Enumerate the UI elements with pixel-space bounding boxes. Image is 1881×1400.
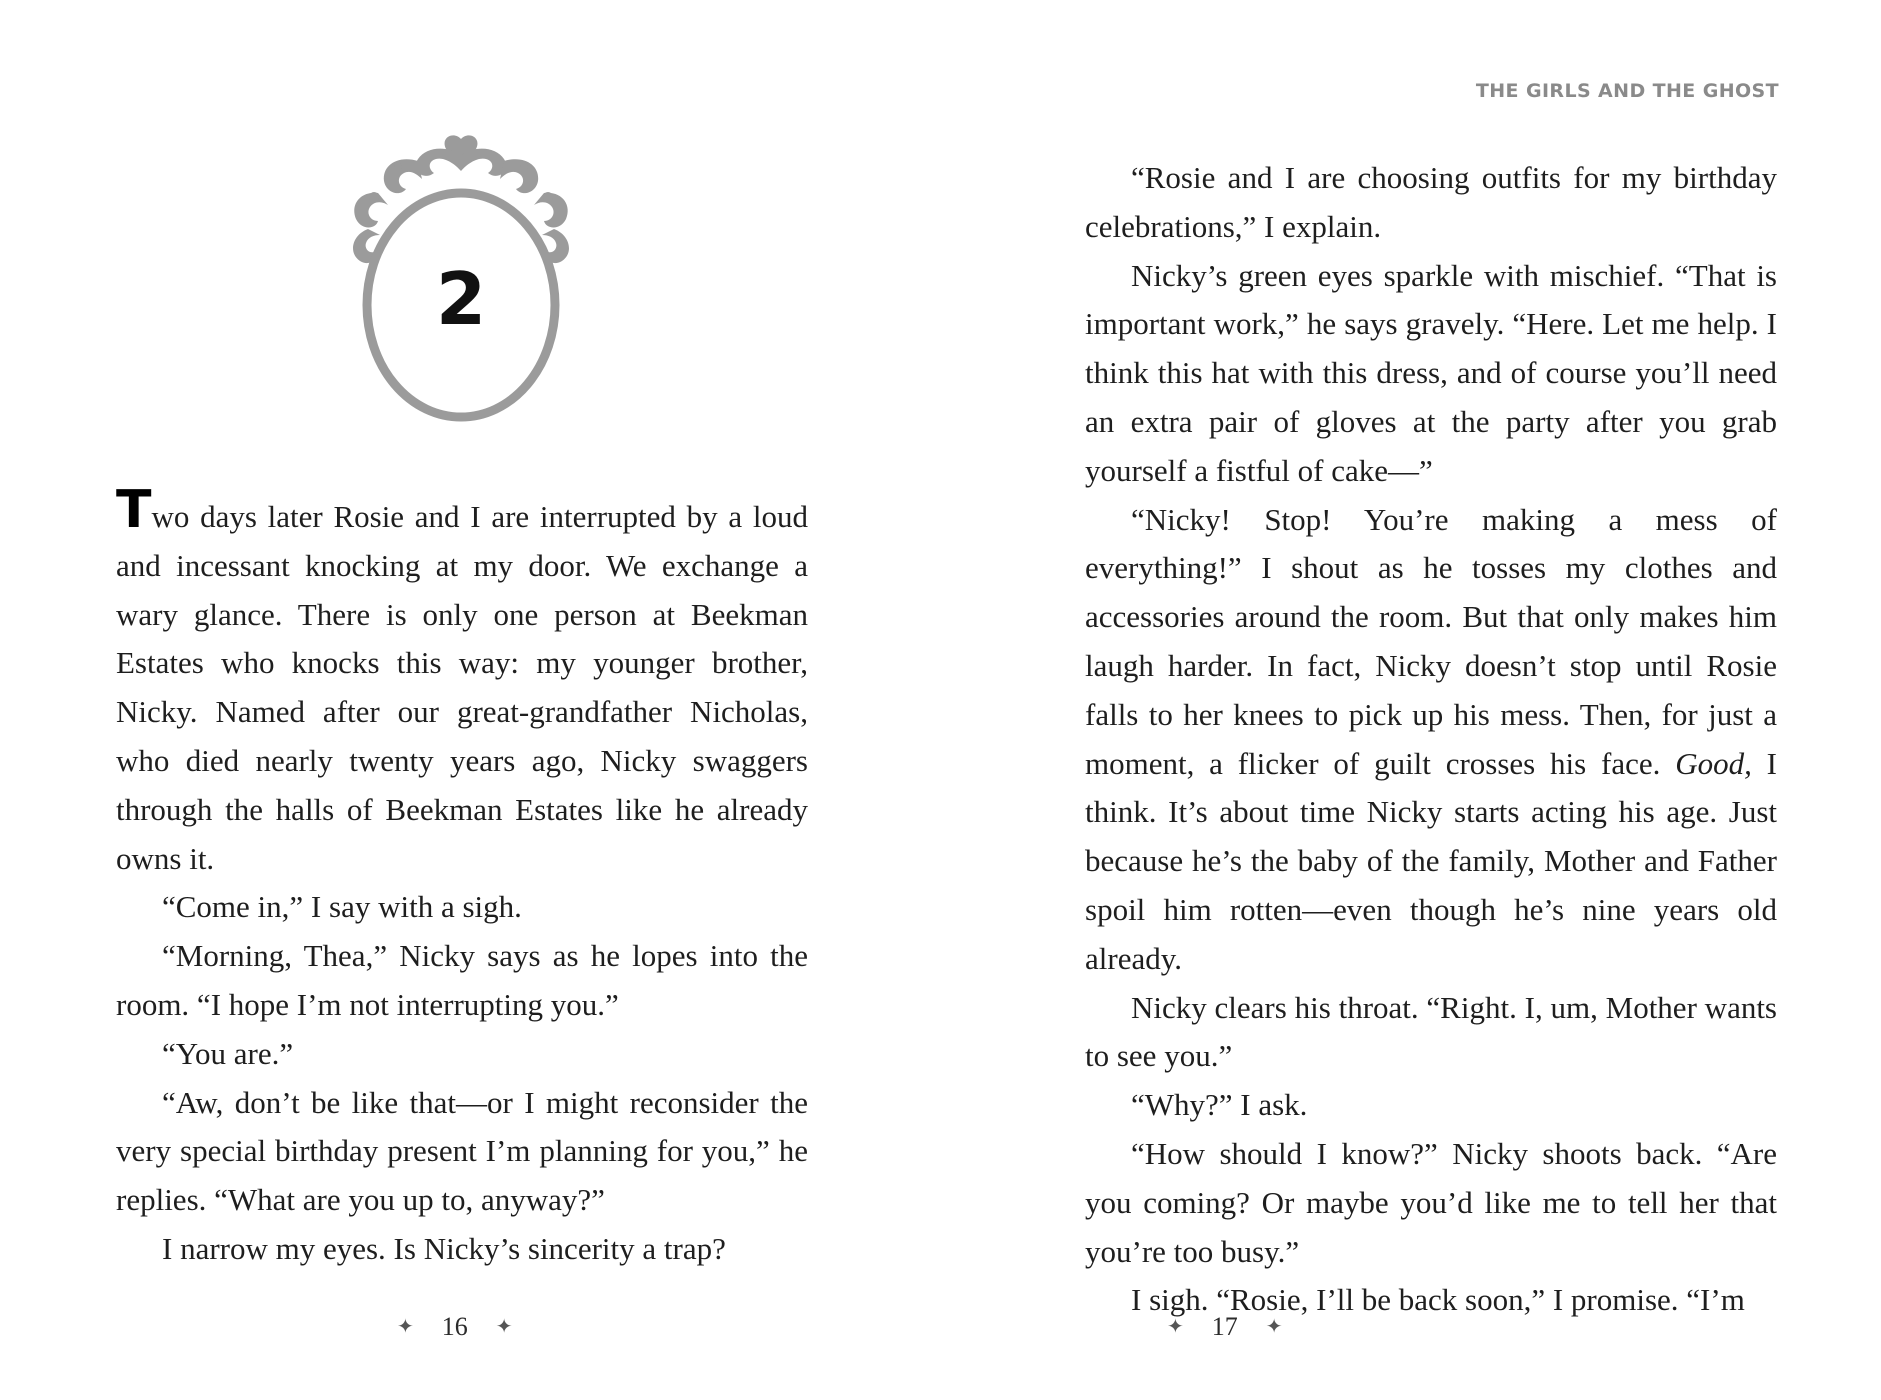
right-page [940,0,1881,1400]
page-number: 16 [441,1312,468,1341]
left-page [0,0,940,1400]
paragraph: Nicky’s green eyes sparkle with mischief. “That is important work,” he says gravely. “Here. Let me help. I think this hat with this dress, and of course you’ll need an extra pair of gloves at the party after you grab yourself a fistful of cake—” [1085,257,1777,488]
paragraph: Nicky clears his throat. “Right. I, um, Mother wants to see you.” [1085,989,1777,1074]
star-ornament-icon: ✦ [397,1316,414,1338]
chapter-number: 2 [435,257,487,341]
paragraph: “Aw, don’t be like that—or I might reconsider the very special birthday present I’m planning for you,” he replies. “What are you up to, anyway?” [116,1084,808,1218]
paragraph: “Morning, Thea,” Nicky says as he lopes into the room. “I hope I’m not interrupting you.” [116,938,808,1022]
page-number: 17 [1211,1312,1238,1341]
paragraph: “Come in,” I say with a sigh. [162,889,522,925]
star-ornament-icon: ✦ [1167,1316,1184,1338]
page-number-footer [397,1312,513,1342]
paragraph: “How should I know?” Nicky shoots back. “Are you coming? Or maybe you’d like me to tell her that you’re too busy.” [1085,1135,1777,1269]
left-page-body [116,480,808,1274]
page-number-footer [1167,1312,1283,1342]
paragraph [116,480,808,883]
right-page-body [1085,154,1777,1325]
paragraph-text: wo days later Rosie and I are interrupted by a loud and incessant knocking at my door. We exchange a wary glance. There is only one person at Beekman Estates who knocks this way: my younger brother, Nicky. Named after our great-grandfather Nicholas, who died nearly twenty years ago, Nicky swaggers through the halls of Beekman Estates like he already owns it. [116,499,808,876]
paragraph: I sigh. “Rosie, I’ll be back soon,” I promise. “I’m [1131,1282,1745,1318]
star-ornament-icon: ✦ [1265,1316,1283,1338]
star-ornament-icon: ✦ [495,1316,513,1338]
paragraph-text: “Nicky! Stop! You’re making a mess of everything!” I shout as he tosses my clothes and accessories around the room. But that only makes him laugh harder. In fact, Nicky doesn’t stop until Rosie falls to her knees to pick up his mess. Then, for just a moment, a flicker of guilt crosses his face. [1085,501,1777,781]
paragraph: “You are.” [162,1035,294,1071]
chapter-heading [338,135,584,425]
paragraph-text: I think. It’s about time Nicky starts acting his age. Just because he’s the baby of the family, Mother and Father spoil him rotten—even though he’s nine years old already. [1085,745,1777,976]
paragraph: “Rosie and I are choosing outfits for my birthday celebrations,” I explain. [1085,160,1777,244]
running-head: THE GIRLS AND THE GHOST [1475,80,1779,102]
paragraph: I narrow my eyes. Is Nicky’s sincerity a trap? [162,1230,726,1266]
emphasis-text: Good, [1675,745,1752,781]
paragraph [1085,496,1777,984]
paragraph: “Why?” I ask. [1131,1087,1308,1123]
drop-cap: T [116,480,152,540]
